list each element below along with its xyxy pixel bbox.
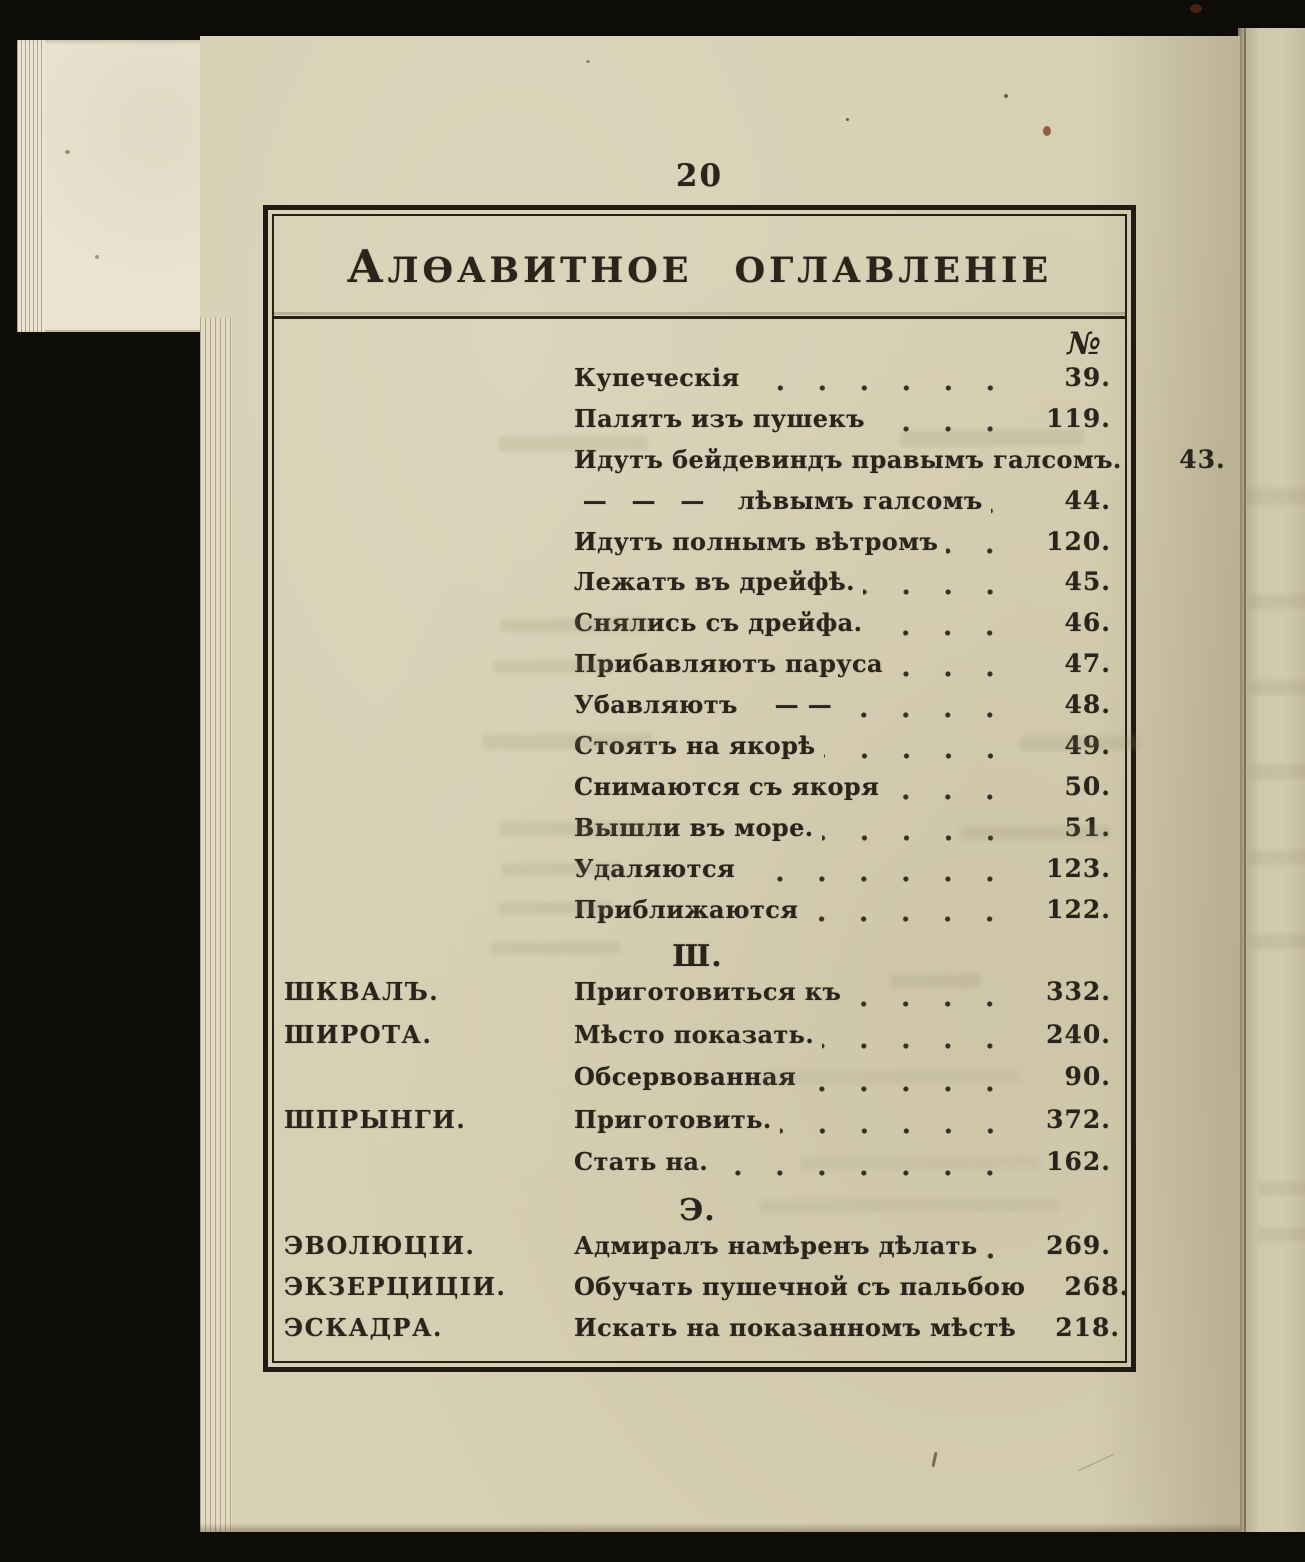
bleedthrough-smudge [1250, 680, 1305, 695]
toc-page-ref: 50. [1064, 771, 1111, 801]
toc-entry-text: — — — лѣвымъ галсомъ [574, 485, 983, 515]
toc-row [284, 772, 1111, 813]
toc-entry-text: Мѣсто показать. [574, 1019, 815, 1049]
toc-entry-text: Адмиралъ намѣренъ дѣлать [574, 1231, 978, 1261]
bleedthrough-smudge [960, 825, 1110, 840]
bleedthrough-smudge [1250, 934, 1305, 949]
toc-row [284, 486, 1111, 527]
toc-entry-text: Приготовить. [574, 1104, 772, 1134]
toc-page-ref: 240. [1046, 1019, 1111, 1049]
toc-entry-text: Снимаются съ якоря [574, 771, 880, 801]
toc-page-ref: 120. [1046, 526, 1111, 556]
bleedthrough-smudge [500, 617, 650, 632]
bleedthrough-smudge [494, 660, 614, 674]
toc-entry-text: Прибавляютъ паруса [574, 649, 884, 679]
paper-speck [586, 60, 590, 63]
toc-frame-inner-rule [272, 214, 1226, 1363]
toc-page-ref: 49. [1064, 731, 1111, 761]
toc-row [284, 1062, 1111, 1104]
toc-row [284, 1313, 1121, 1354]
bleedthrough-smudge [1258, 1182, 1305, 1195]
dot-leader [748, 363, 1015, 404]
toc-entry-text: Лежатъ въ дрейфѣ. [574, 567, 855, 597]
bleedthrough-smudge [1248, 850, 1305, 865]
toc-entry-text: Обсервованная [574, 1062, 797, 1092]
bleedthrough-smudge [482, 733, 652, 749]
dot-leader [840, 690, 1015, 731]
toc-page-ref: 332. [1046, 977, 1111, 1007]
toc-headword: ШКВАЛЪ. [284, 977, 440, 1007]
toc-entry-text: Искать на показанномъ мѣстѣ [574, 1313, 1017, 1343]
toc-entry-text: Палятъ изъ пушекъ [574, 403, 865, 433]
toc-entry-text: Идутъ бейдевиндъ правымъ галсомъ. [574, 444, 1122, 474]
bleedthrough-smudge [498, 435, 648, 451]
number-column-header: № [1067, 326, 1101, 362]
toc-row [284, 444, 1226, 486]
dot-leader [887, 772, 1015, 813]
bleedthrough-smudge [500, 821, 660, 836]
bleedthrough-smudge [1246, 488, 1305, 506]
toc-page-ref: 46. [1064, 608, 1111, 638]
toc-entry-text: Обучать пушечной съ пальбою [574, 1272, 1026, 1302]
toc-entry-text: Стоятъ на якорѣ [574, 731, 816, 761]
bleedthrough-smudge [498, 902, 613, 915]
dot-leader [806, 895, 1015, 936]
toc-page-ref: 48. [1064, 690, 1111, 720]
toc-entry-text: Вышли въ море. [574, 812, 814, 842]
dot-leader [991, 486, 1015, 527]
toc-page-ref: 162. [1046, 1147, 1111, 1177]
dot-leader [780, 1105, 1015, 1147]
toc-row [284, 895, 1111, 936]
section-letter: Э. [679, 1192, 716, 1228]
paper-speck [846, 118, 849, 121]
toc-row [284, 1105, 1111, 1147]
dot-leader [822, 1020, 1015, 1062]
dot-leader [946, 527, 1015, 568]
toc-page-ref: 119. [1046, 403, 1111, 433]
toc-row [284, 1231, 1111, 1272]
turned-pages-corner [17, 40, 215, 332]
toc-page-ref: 268. [1064, 1272, 1130, 1302]
toc-page-ref: 90. [1064, 1062, 1111, 1092]
foxing-speck [1190, 4, 1202, 13]
toc-page-ref: 218. [1055, 1313, 1121, 1343]
toc-frame [263, 205, 1226, 1372]
toc-row [284, 731, 1111, 772]
toc-headword: ЭКЗЕРЦИЦІИ. [284, 1272, 507, 1302]
dot-leader [863, 567, 1015, 608]
bleedthrough-smudge [760, 1198, 1060, 1213]
toc-headword: ЭВОЛЮЦІИ. [284, 1231, 476, 1261]
toc-headword: ШПРЫНГИ. [284, 1104, 467, 1134]
toc-page-ref: 44. [1064, 485, 1111, 515]
toc-row [284, 363, 1111, 404]
toc-row [284, 649, 1111, 690]
paper-speck [95, 255, 99, 259]
section-letter: Ш. [672, 938, 723, 974]
toc-page-ref: 122. [1046, 894, 1111, 924]
paper-speck [1004, 94, 1008, 98]
toc-headword: ЭСКАДРА. [284, 1313, 443, 1343]
toc-entry-text: Удаляются [574, 853, 736, 883]
toc-entry-text: Снялись съ дрейфа. [574, 608, 863, 638]
toc-page-ref: 45. [1064, 567, 1111, 597]
dot-leader [986, 1231, 1015, 1272]
bleedthrough-smudge [490, 942, 620, 955]
bleedthrough-smudge [502, 863, 622, 876]
bleedthrough-smudge [890, 974, 980, 989]
dot-leader [870, 608, 1015, 649]
toc-page-ref: 51. [1064, 812, 1111, 842]
bleedthrough-smudge [1020, 736, 1140, 751]
paper-speck [65, 150, 70, 154]
toc-page-ref: 39. [1064, 363, 1111, 392]
bleedthrough-smudge [1258, 1228, 1305, 1241]
toc-page-ref: 43. [1179, 444, 1226, 474]
toc-entry-text: Идутъ полнымъ вѣтромъ [574, 526, 939, 556]
toc-row [284, 977, 1111, 1019]
foxing-speck [1043, 126, 1051, 136]
toc-page-ref: 269. [1046, 1231, 1111, 1261]
toc-row [284, 608, 1111, 649]
bleedthrough-smudge [900, 429, 1085, 446]
page-number: 20 [675, 158, 724, 194]
toc-entry-text: Купеческія [574, 363, 740, 392]
toc-entry-text: Убавляютъ — — [574, 690, 833, 720]
adjacent-page-edge [1238, 28, 1305, 1532]
dot-leader [891, 649, 1015, 690]
bleedthrough-smudge [800, 1155, 1040, 1170]
toc-entry-text: Стать на. [574, 1147, 709, 1177]
page-title: АЛѲАВИТНОЕ ОГЛАВЛЕНІЕ [346, 239, 1053, 293]
toc-page-ref: 123. [1046, 853, 1111, 883]
bleedthrough-smudge [1248, 594, 1305, 609]
toc-headword: ШИРОТА. [284, 1019, 433, 1049]
toc-entry-text: Приближаются [574, 894, 799, 924]
toc-entry-text: Приготовиться къ [574, 977, 842, 1007]
dot-leader [743, 854, 1015, 895]
toc-row [284, 1020, 1111, 1062]
bleedthrough-smudge [1250, 764, 1305, 779]
bleedthrough-smudge [760, 1070, 1020, 1085]
book-page [200, 36, 1240, 1532]
toc-page-ref: 47. [1064, 649, 1111, 679]
toc-row [284, 1272, 1130, 1313]
toc-row [284, 690, 1111, 731]
toc-row [284, 567, 1111, 608]
toc-row [284, 854, 1111, 895]
toc-row [284, 527, 1111, 568]
dot-leader [824, 731, 1015, 772]
toc-page-ref: 372. [1046, 1104, 1111, 1134]
